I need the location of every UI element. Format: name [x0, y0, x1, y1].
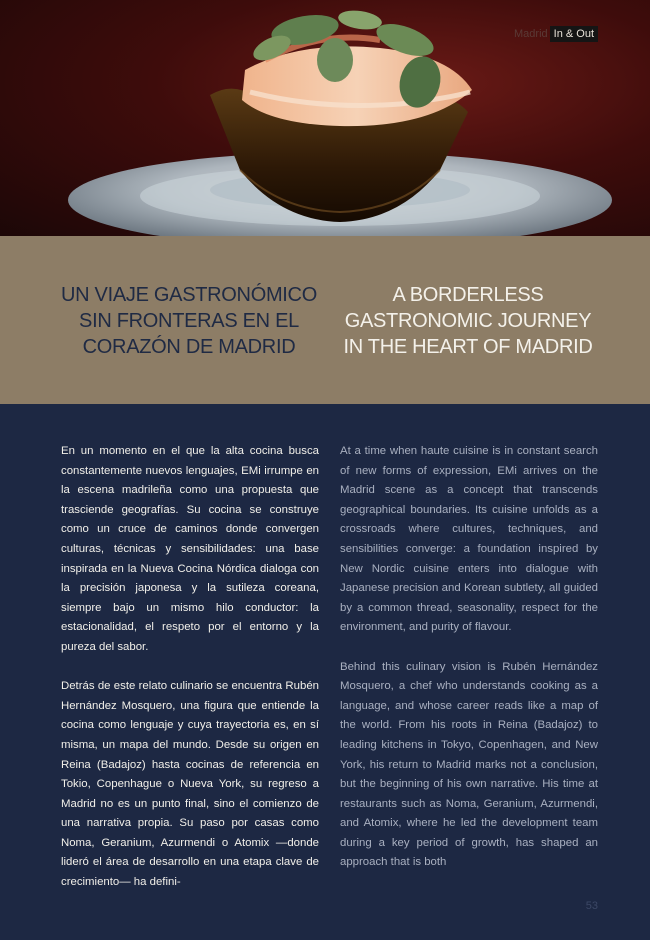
paragraph: En un momento en el que la alta cocina busca constantemente nuevos lenguajes, EMi irrumpe en la escena madrileña como una propuesta que trasciende geografías. Su cocina se construye como un cruce de caminos donde convergen culturas, técnicas y sensibilidades: una base inspirada en la Nueva Cocina Nórdica dialoga con la precisión japonesa y la sutileza coreana, siempre bajo un mismo hilo conductor: la estacionalidad, el respeto por el entorno y la pureza del sabor.	[61, 445, 319, 653]
section-tag-city: Madrid	[514, 28, 548, 40]
body-column-english	[340, 442, 598, 893]
paragraph: At a time when haute cuisine is in constant search of new forms of expression, EMi arrives on the Madrid scene as a concept that transcends geographical boundaries. Its cuisine unfolds as a crossroads where cultures, techniques, and sensibilities converge: a foundation inspired by New Nordic cuisine enters into dialogue with Japanese precision and Korean subtlety, all guided by a common thread, seasonality, respect for the environment, and purity of flavour.	[340, 445, 598, 634]
title-spanish: UN VIAJE GASTRONÓMICO SIN FRONTERAS EN EL CORAZÓN DE MADRID	[61, 284, 317, 358]
page-number: 53	[585, 900, 598, 912]
section-tag	[514, 26, 598, 42]
body-column-spanish	[61, 442, 319, 912]
hero-photo	[0, 0, 650, 236]
title-english: A BORDERLESS GASTRONOMIC JOURNEY IN THE HEART OF MADRID	[343, 284, 593, 358]
paragraph: Behind this culinary vision is Rubén Hernández Mosquero, a chef who understands cooking as a language, and whose career reads like a map of the world. From his roots in Reina (Badajoz) to leading kitchens in Tokyo, Copenhagen, and New York, his return to Madrid marks not a conclusion, but the beginning of his own narrative. His time at restaurants such as Noma, Geranium, Azurmendi, and Atomix, where he led the development team during a key period of growth, has shaped an approach that is both	[340, 660, 598, 869]
paragraph: Detrás de este relato culinario se encuentra Rubén Hernández Mosquero, una figura que entiende la cocina como lenguaje y cuya trayectoria es, en sí misma, un mapa del mundo. Desde su origen en Reina (Badajoz) hasta cocinas de referencia en Tokio, Copenhague o Nueva York, su regreso a Madrid no es un punto final, sino el comienzo de una narrativa propia. Su paso por casas como Noma, Geranium, Azurmendi o Atomix —donde lideró el área de desarrollo en una etapa clave de crecimiento— ha defini-	[61, 680, 319, 889]
section-tag-label: In & Out	[550, 26, 598, 42]
